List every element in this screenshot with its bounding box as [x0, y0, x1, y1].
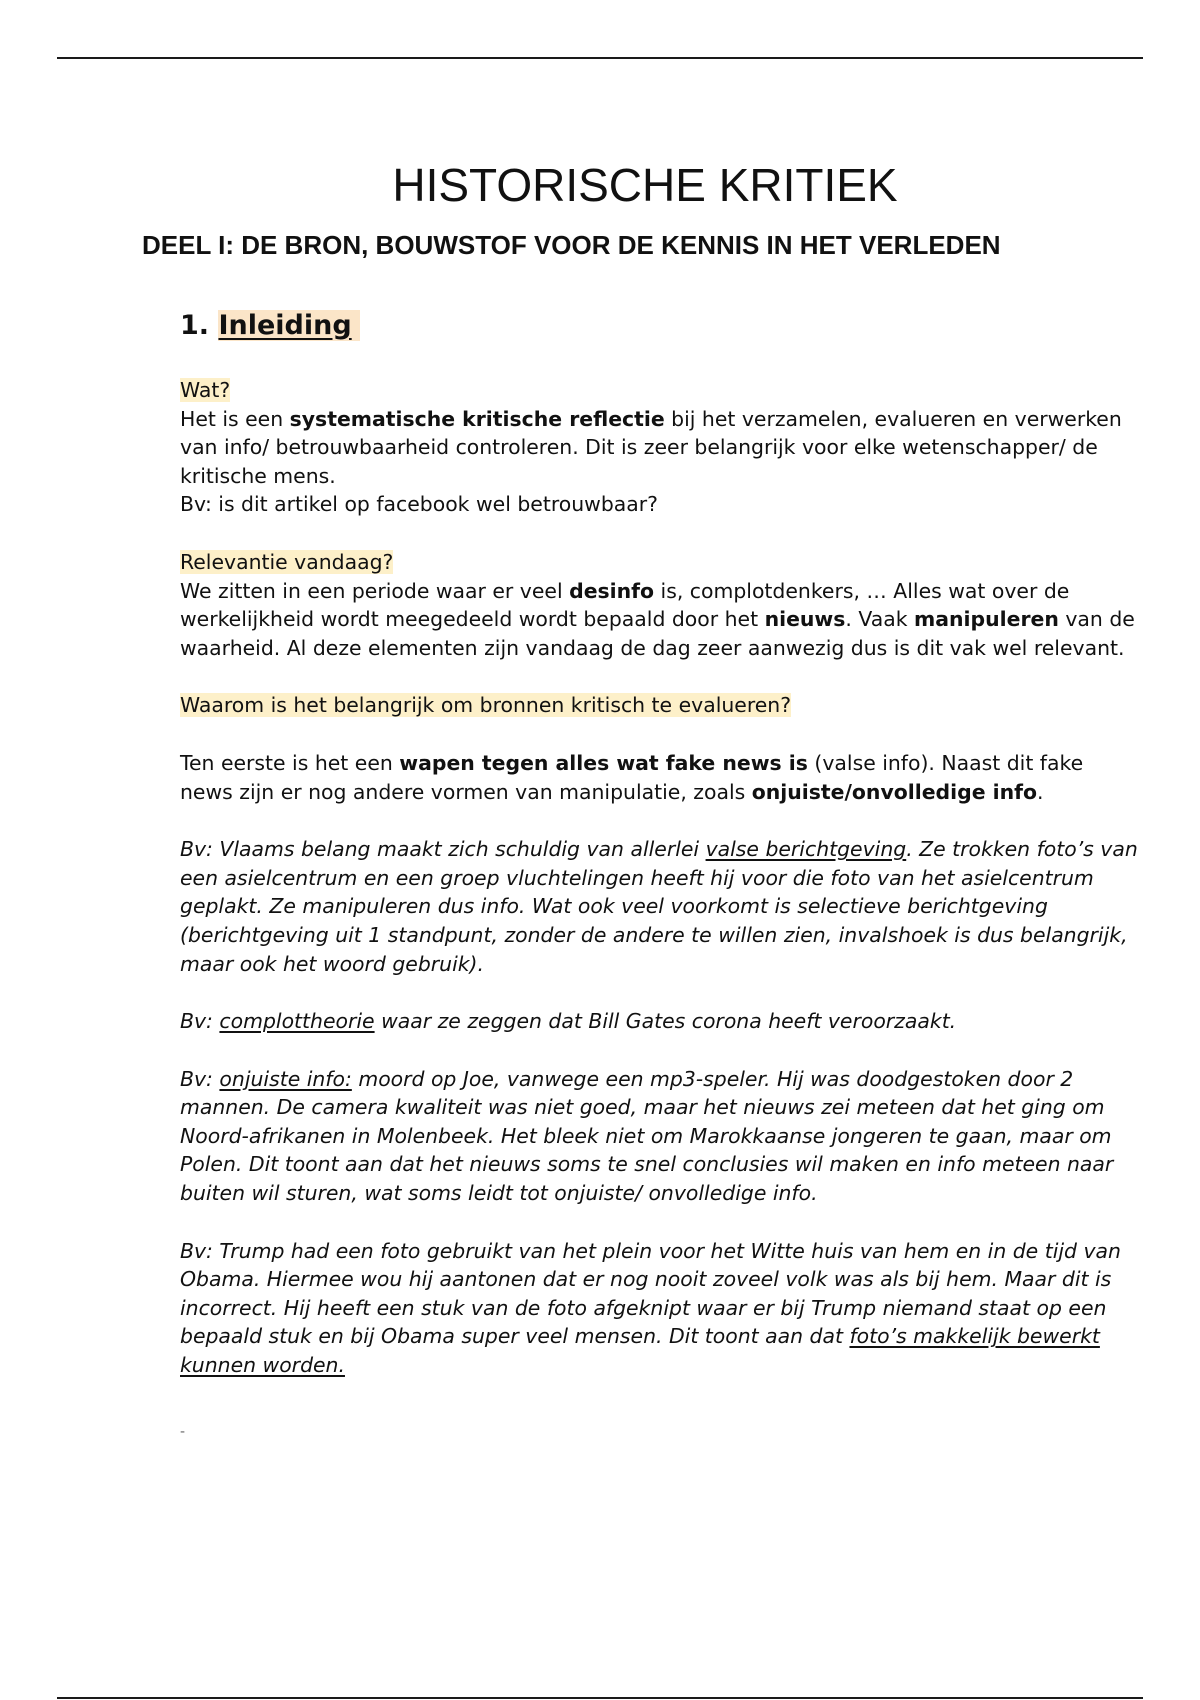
wat-block [180, 376, 1140, 519]
example-complottheorie: Bv: complottheorie waar ze zeggen dat Bill Gates corona heeft veroorzaakt. [180, 1009, 957, 1034]
wat-question: Wat? [180, 378, 231, 402]
waarom-answer-block [180, 749, 1140, 806]
waarom-paragraph: Ten eerste is het een wapen tegen alles wat fake news is (valse info). Naast dit fake news zijn er nog andere vormen van manipulatie, zoals onjuiste/onvolledige info. [180, 750, 1084, 804]
wat-example: Bv: is dit artikel op facebook wel betrouwbaar? [180, 492, 658, 517]
wat-bold: systematische kritische reflectie [289, 406, 665, 431]
section-number: 1. [180, 310, 210, 341]
document-body [180, 308, 1140, 1446]
stray-mark: - [180, 1423, 186, 1440]
example-valse-berichtgeving: Bv: Vlaams belang maakt zich schuldig van allerlei valse berichtgeving. Ze trokken foto’s van een asielcentrum en een groep vluchtelingen heeft hij voor die foto van het asielcentrum geplakt. Ze manipuleren dus info. Wat ook veel voorkomt is selectieve berichtgeving (berichtgeving uit 1 standpunt, zonder de andere te willen zien, invalshoek is dus belangrijk, maar ook het woord gebruik). [180, 837, 1138, 976]
section-heading [180, 308, 1140, 344]
document-subtitle: DEEL I: DE BRON, BOUWSTOF VOOR DE KENNIS IN HET VERLEDEN [142, 230, 1001, 260]
top-rule [57, 57, 1143, 59]
relevantie-paragraph: We zitten in een periode waar er veel desinfo is, complotdenkers, … Alles wat over de werkelijkheid wordt meegedeeld wordt bepaald door het nieuws. Vaak manipuleren van de waarheid. Al deze elementen zijn vandaag de dag zeer aanwezig dus is dit vak wel relevant. [180, 578, 1135, 660]
waarom-question-block [180, 691, 1140, 720]
waarom-question: Waarom is het belangrijk om bronnen kritisch te evalueren? [180, 693, 792, 718]
example-onjuiste-info: Bv: onjuiste info: moord op Joe, vanwege een mp3-speler. Hij was doodgestoken door 2 mannen. De camera kwaliteit was niet goed, maar het nieuws zei meteen dat het ging om Noord-afrikanen in Molenbeek. Het bleek niet om Marokkaanse jongeren te gaan, maar om Polen. Dit toont aan dat het nieuws soms te snel conclusies wil maken en info meteen naar buiten wil sturen, wat soms leidt tot onjuiste/ onvolledige info. [180, 1066, 1114, 1206]
example-trump-foto: Bv: Trump had een foto gebruikt van het plein voor het Witte huis van hem en in de tijd van Obama. Hiermee wou hij aantonen dat er nog nooit zoveel volk was als bij hem. Maar dit is incorrect. Hij heeft een stuk van de foto afgeknipt waar er bij Trump niemand staat op een bepaald stuk en bij Obama super veel mensen. Dit toont aan dat foto’s makkelijk bewerkt kunnen worden. [180, 1238, 1121, 1378]
section-name: Inleiding [218, 310, 359, 341]
relevantie-question: Relevantie vandaag? [180, 549, 394, 574]
bottom-rule [57, 1697, 1143, 1699]
relevantie-block [180, 548, 1140, 662]
wat-paragraph: Het is een systematische kritische reflectie bij het verzamelen, evalueren en verwerken van info/ betrouwbaarheid controleren. Dit is zeer belangrijk voor elke wetenschapper/ de kritische mens. [180, 406, 1122, 488]
document-title: HISTORISCHE KRITIEK [392, 159, 898, 211]
